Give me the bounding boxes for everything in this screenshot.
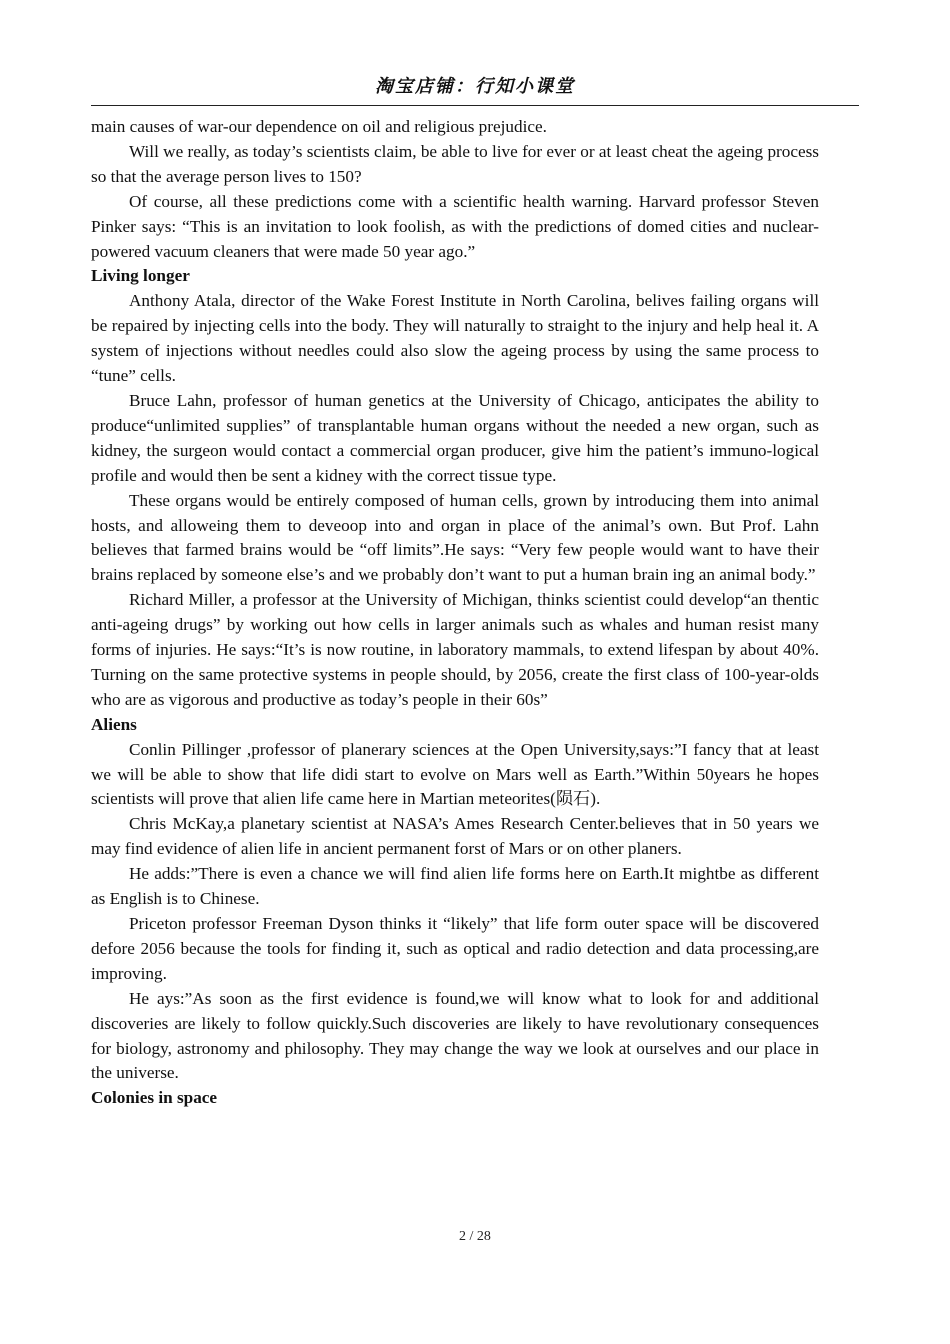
section-heading: Colonies in space bbox=[91, 1088, 218, 1108]
document-body bbox=[91, 115, 819, 1111]
body-paragraph: Priceton professor Freeman Dyson thinks it “likely” that life form outer space will be discovered defore 2056 because the tools for finding it, such as optical and radio detection and data processing,are improving. bbox=[91, 914, 819, 983]
page-header-title: 淘宝店铺：行知小课堂 bbox=[375, 76, 575, 97]
body-paragraph: Richard Miller, a professor at the University of Michigan, thinks scientist could develop“an thentic anti-ageing drugs” by working out how cells in larger animals such as whales and human resist many forms of injuries. He says:“It’s is now routine, in laboratory mammals, to extend lifespan by about 40%. Turning on the same protective systems in people should, by 2056, create the first class of 100-year-olds who are as vigorous and productive as today’s people in their 60s” bbox=[91, 590, 819, 709]
page-number: 2 / 28 bbox=[459, 1229, 491, 1244]
body-paragraph: Bruce Lahn, professor of human genetics at the University of Chicago, anticipates the ability to produce“unlimited supplies” of transplantable human organs without the needed a new organ, such as kidney, the surgeon would contact a commercial organ producer, give him the patient’s immuno-logical profile and would then be sent a kidney with the correct tissue type. bbox=[91, 390, 819, 485]
body-paragraph: These organs would be entirely composed of human cells, grown by introducing them into animal hosts, and alloweing them to deveoop into and organ in place of the animal’s own. But Prof. Lahn believes that farmed brains would be “off limits”.He says: “Very few people would want to have their brains replaced by someone else’s and we probably don’t want to put a human brain ing an animal body.” bbox=[91, 490, 819, 585]
body-paragraph: main causes of war-our dependence on oil and religious prejudice. bbox=[91, 117, 547, 136]
body-paragraph: Will we really, as today’s scientists claim, be able to live for ever or at least cheat the ageing process so that the average person lives to 150? bbox=[91, 141, 819, 186]
body-paragraph: He ays:”As soon as the first evidence is found,we will know what to look for and additional discoveries are likely to follow quickly.Such discoveries are likely to have revolutionary consequences for biology, astronomy and philosophy. They may change the way we look at ourselves and our place in the universe. bbox=[91, 988, 819, 1083]
body-paragraph: Conlin Pillinger ,professor of planerary sciences at the Open University,says:”I fancy that at least we will be able to show that life didi start to evolve on Mars well as Earth.”Within 50years he hopes scientists will prove that alien life came here in Martian meteorites(陨石). bbox=[91, 739, 819, 809]
section-heading: Aliens bbox=[91, 714, 137, 734]
body-paragraph: Anthony Atala, director of the Wake Forest Institute in North Carolina, belives failing organs will be repaired by injecting cells into the body. They will naturally to straight to the injury and help heal it. A system of injections without needles could also slow the ageing process by using the same process to “tune” cells. bbox=[91, 291, 819, 386]
body-paragraph: Of course, all these predictions come with a scientific health warning. Harvard professor Steven Pinker says: “This is an invitation to look foolish, as with the predictions of domed cities and nuclear-powered vacuum cleaners that were made 50 year ago.” bbox=[91, 191, 819, 261]
section-heading: Living longer bbox=[91, 266, 190, 286]
body-paragraph: Chris McKay,a planetary scientist at NASA’s Ames Research Center.believes that in 50 years we may find evidence of alien life in ancient permanent forst of Mars or on other planers. bbox=[91, 814, 819, 859]
body-paragraph: He adds:”There is even a chance we will find alien life forms here on Earth.It mightbe as different as English is to Chinese. bbox=[91, 864, 819, 909]
header-divider bbox=[91, 105, 859, 106]
